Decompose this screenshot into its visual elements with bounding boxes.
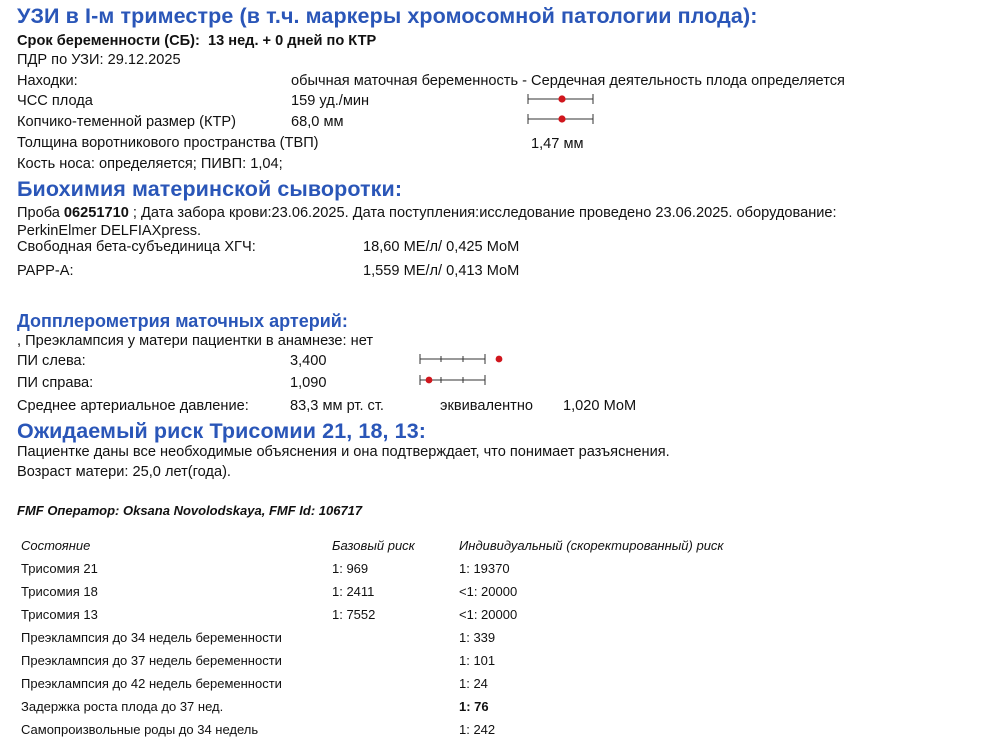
table-row-individual-risk: <1: 20000 — [459, 584, 518, 599]
fhr-label: ЧСС плода — [17, 93, 93, 109]
sample-details: ; Дата забора крови:23.06.2025. Дата поступления:исследование проведено 23.06.2025. оборудование: — [128, 205, 837, 221]
sample-id: 06251710 — [63, 205, 129, 221]
table-row-base-risk: 1: 969 — [332, 561, 369, 576]
ultrasound-title: УЗИ в I-м триместре (в т.ч. маркеры хромосомной патологии плода): — [17, 4, 758, 28]
sample-prefix: Проба — [17, 205, 64, 221]
crl-marker-dot — [558, 115, 565, 122]
fhr-range-marker — [526, 92, 596, 106]
table-row-condition: Трисомия 13 — [21, 607, 98, 622]
map-value: 83,3 мм рт. ст. — [290, 398, 384, 414]
pappa-label: PAPP-A: — [17, 263, 74, 279]
nasal-bone-line: Кость носа: определяется; ПИВП: 1,04; — [17, 156, 283, 172]
pi-right-range-marker — [418, 373, 508, 387]
pi-right-value: 1,090 — [290, 375, 327, 391]
pi-left-label: ПИ слева: — [17, 353, 86, 369]
pi-right-label: ПИ справа: — [17, 375, 94, 391]
table-header-condition: Состояние — [21, 538, 91, 553]
pi-left-range-marker — [418, 352, 508, 366]
biochem-title: Биохимия материнской сыворотки: — [17, 177, 403, 201]
risk-title: Ожидаемый риск Трисомии 21, 18, 13: — [17, 419, 427, 443]
gestation-value: 13 нед. + 0 дней по КТР — [207, 33, 377, 49]
table-row-condition: Преэклампсия до 34 недель беременности — [21, 630, 282, 645]
table-header-base-risk: Базовый риск — [332, 538, 415, 553]
equipment-line: PerkinElmer DELFIAXpress. — [17, 223, 202, 239]
table-row-condition: Трисомия 21 — [21, 561, 98, 576]
table-row-individual-risk: 1: 242 — [459, 722, 496, 737]
gestation-label: Срок беременности (СБ): — [17, 33, 200, 49]
table-row-individual-risk: 1: 339 — [459, 630, 496, 645]
table-row-condition: Самопроизвольные роды до 34 недель — [21, 722, 259, 737]
table-row-condition: Преэклампсия до 37 недель беременности — [21, 653, 282, 668]
table-row-individual-risk: 1: 101 — [459, 653, 496, 668]
table-row-individual-risk: 1: 76 — [459, 699, 489, 714]
pi-left-value: 3,400 — [290, 353, 327, 369]
preeclampsia-history-line: , Преэклампсия у матери пациентки в анамнезе: нет — [17, 333, 374, 349]
table-row-condition: Задержка роста плода до 37 нед. — [21, 699, 224, 714]
doppler-title: Допплерометрия маточных артерий: — [17, 311, 348, 331]
pi-left-marker-dot — [496, 356, 503, 363]
table-row-individual-risk: 1: 19370 — [459, 561, 510, 576]
maternal-age-line: Возраст матери: 25,0 лет(года). — [17, 464, 231, 480]
table-row-base-risk: 1: 7552 — [332, 607, 376, 622]
findings-value: обычная маточная беременность - Сердечная деятельность плода определяется — [291, 73, 845, 89]
table-row-individual-risk: <1: 20000 — [459, 607, 518, 622]
table-row-base-risk: 1: 2411 — [332, 584, 375, 599]
hcg-value: 18,60 МЕ/л/ 0,425 МоМ — [363, 239, 520, 255]
edd-line: ПДР по УЗИ: 29.12.2025 — [17, 52, 181, 68]
table-row-individual-risk: 1: 24 — [459, 676, 488, 691]
consent-line: Пациентке даны все необходимые объяснения и она подтверждает, что понимает разъяснения. — [17, 444, 670, 460]
findings-label: Находки: — [17, 73, 78, 89]
crl-label: Копчико-теменной размер (КТР) — [17, 114, 236, 130]
sample-line — [17, 205, 837, 221]
crl-range-marker — [526, 112, 596, 126]
nt-label: Толщина воротникового пространства (ТВП) — [17, 135, 319, 151]
table-header-individual-risk: Индивидуальный (скоректированный) риск — [459, 538, 724, 553]
nt-value: 1,47 мм — [531, 136, 584, 152]
table-row-condition: Трисомия 18 — [21, 584, 98, 599]
crl-value: 68,0 мм — [291, 114, 344, 130]
operator-line: FMF Оператор: Oksana Novolodskaya, FMF Id: 106717 — [17, 503, 363, 518]
map-label: Среднее артериальное давление: — [17, 398, 249, 414]
pappa-value: 1,559 МЕ/л/ 0,413 МоМ — [363, 263, 520, 279]
fhr-marker-dot — [558, 95, 565, 102]
gestation-line — [17, 33, 376, 49]
hcg-label: Свободная бета-субъединица ХГЧ: — [17, 239, 256, 255]
table-row-condition: Преэклампсия до 42 недель беременности — [21, 676, 282, 691]
map-mom-value: 1,020 МоМ — [563, 398, 637, 414]
pi-right-marker-dot — [426, 377, 433, 384]
fhr-value: 159 уд./мин — [291, 93, 370, 109]
map-equivalent-label: эквивалентно — [440, 398, 533, 414]
